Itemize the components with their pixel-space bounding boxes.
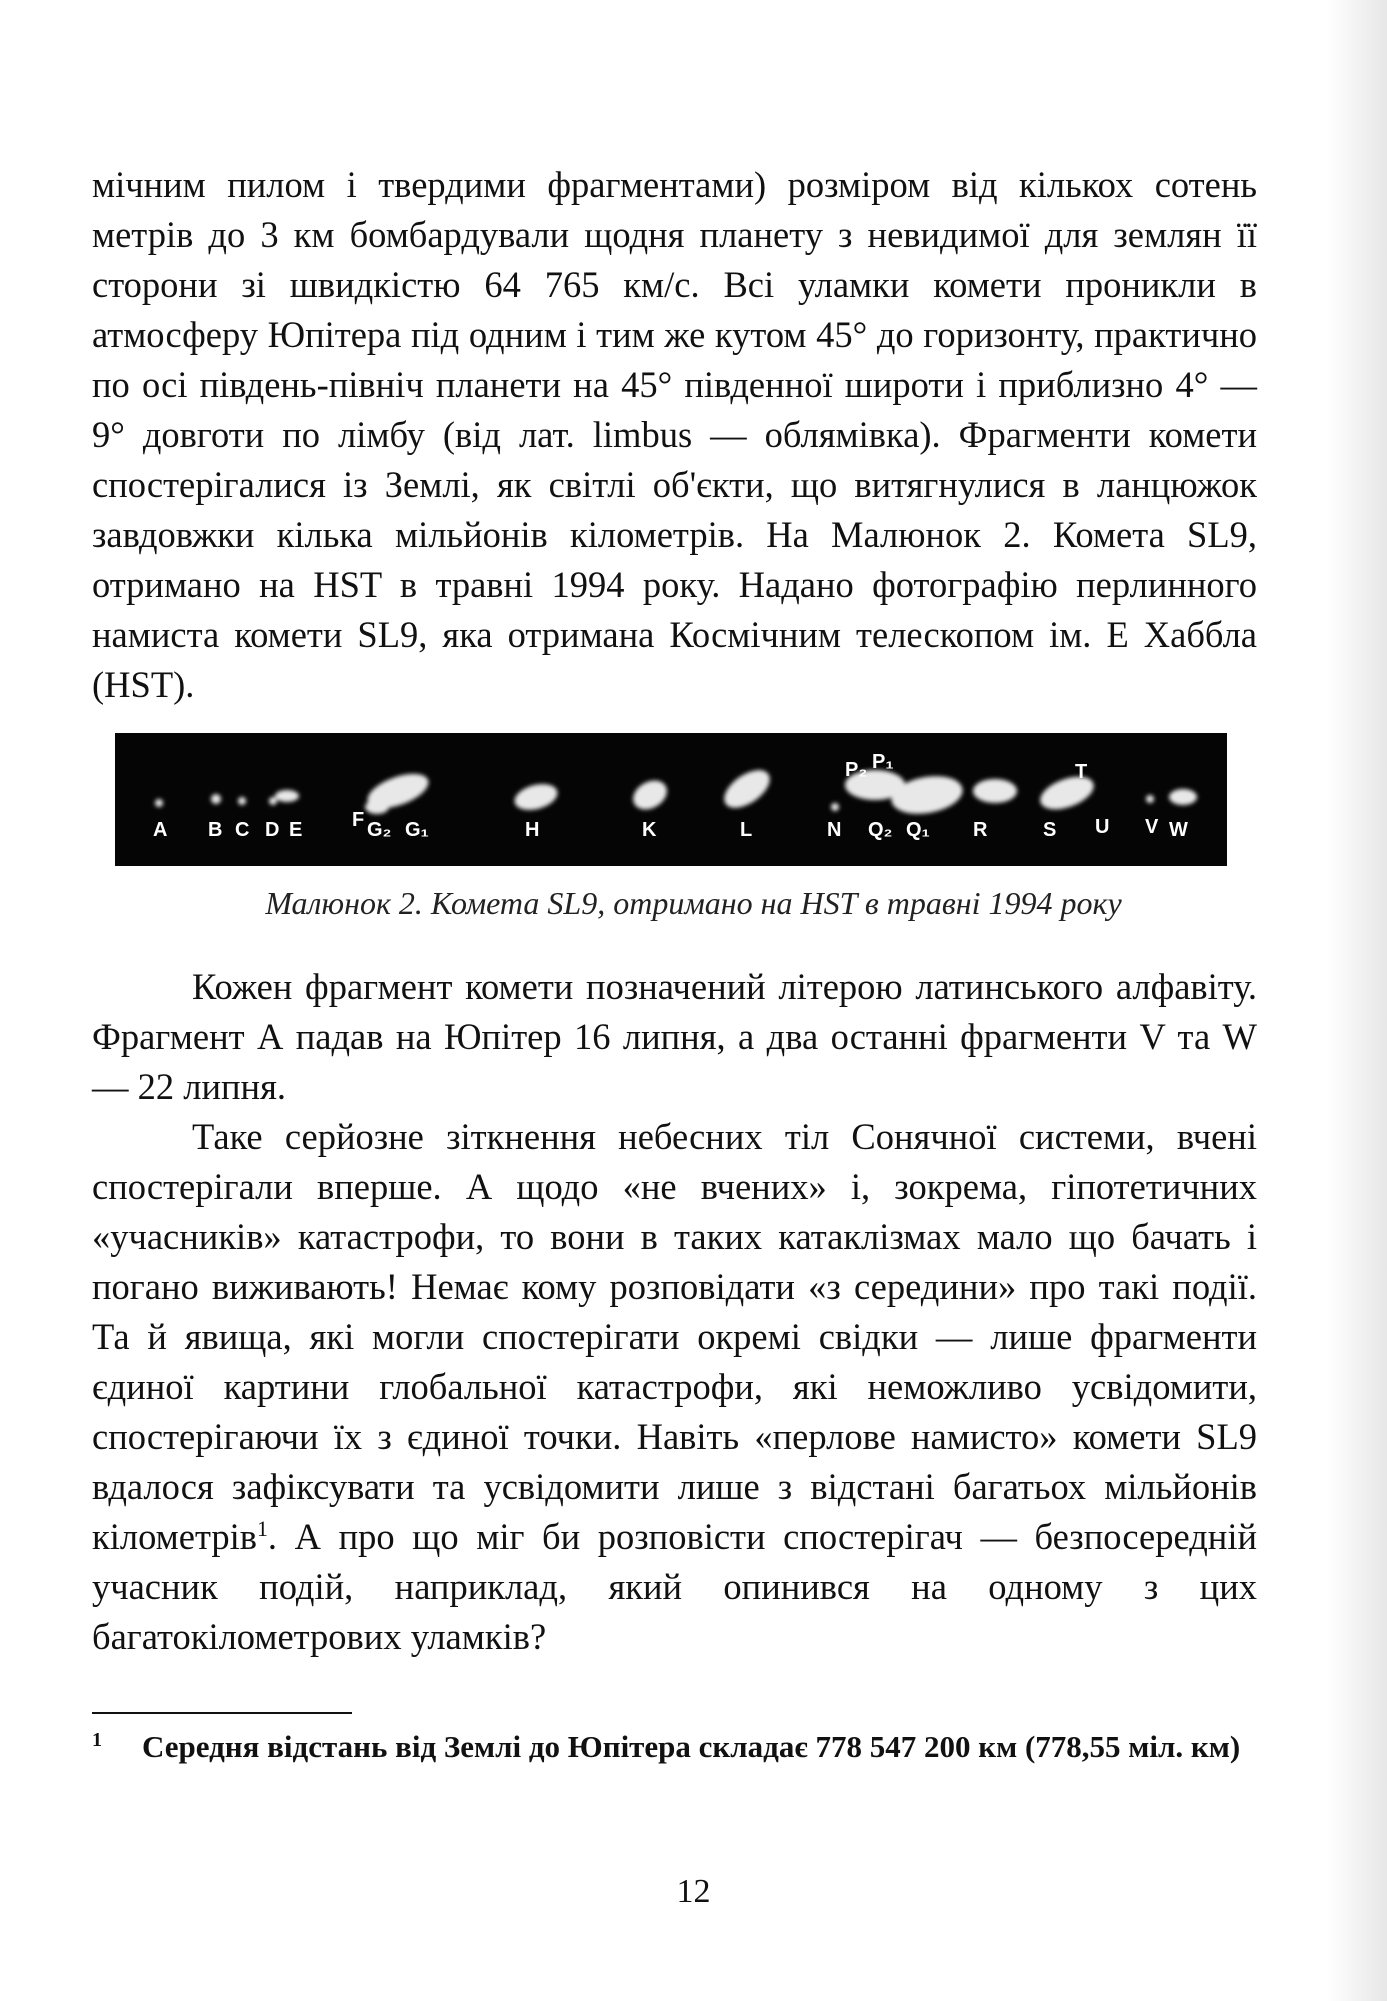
fragment-label-b: B (208, 819, 223, 841)
fragment-label-g1: G₁ (405, 819, 429, 841)
fragment-label-p1: P₁ (872, 751, 894, 773)
figure-caption: Малюнок 2. Комета SL9, отримано на HST в травні 1994 року (265, 885, 1122, 921)
fragment-label-g2: G₂ (367, 819, 392, 841)
footnote-mark: 1 (92, 1729, 102, 1751)
fragment-label-n: N (827, 819, 842, 841)
paragraph-collision-text-end: . А про що міг би розповісти спостерігач — безпосередній учасник подій, наприклад, який опинився на одному з цих багатокілометрових уламків? (92, 1516, 1257, 1657)
paragraph-collision-text: Таке серйозне зіткнення небесних тіл Сонячної системи, вчені спостерігали вперше. А щодо «не вчених» і, зокрема, гіпотетичних «учасників» катастрофи, то вони в таких катаклізмах мало що бачать і погано виживають! Немає кому розповідати «з середини» про такі події. Та й явища, які могли спостерігати окремі свідки — лише фрагменти єдиної картини глобальної катастрофи, які неможливо усвідомити, спостерігаючи їх з єдиної точки. Навіть «перлове намисто» комети SL9 вдалося зафіксувати та усвідомити лише з відстані багатьох мільйонів кілометрів (92, 1116, 1257, 1557)
paragraph-continuation: мічним пилом і твердими фрагментами) розміром від кількох сотень метрів до 3 км бомбардували щодня планету з невидимої для землян її сторони зі швидкістю 64 765 км/с. Всі уламки комети проникли в атмосферу Юпітера під одним і тим же кутом 45° до горизонту, практично по осі південь-північ планети на 45° південної широти і приблизно 4° — 9° довготи по лімбу (від лат. limbus — облямівка). Фрагменти комети спостерігалися із Землі, як світлі об'єкти, що витягнулися в ланцюжок завдовжки кілька мільйонів кілометрів. На Малюнок 2. Комета SL9, отримано на HST в травні 1994 року. Надано фотографію перлинного намиста комети SL9, яка отримана Космічним телескопом ім. Е Хаббла (HST). (92, 164, 1257, 705)
fragment-label-p2: P₂ (845, 759, 868, 781)
fragment-label-w: W (1169, 819, 1188, 841)
body-text-block (92, 962, 1257, 1662)
page-edge-shadow (1327, 0, 1387, 2001)
fragment-label-l: L (740, 819, 753, 841)
paragraph-collision (92, 1112, 1257, 1662)
fragment-label-u: U (1095, 816, 1110, 838)
page-number: 12 (676, 1873, 711, 1910)
comet-sl9-figure (115, 733, 1227, 866)
fragment-label-d: D (265, 819, 280, 841)
footnote (92, 1725, 1257, 1769)
footnote-reference[interactable]: 1 (256, 1515, 268, 1541)
fragment-label-v: V (1145, 816, 1159, 838)
fragment-label-r: R (973, 819, 988, 841)
comet-fragments-image (115, 733, 1227, 866)
fragment-label-h: H (525, 819, 540, 841)
fragment-label-k: K (642, 819, 657, 841)
fragment-label-c: C (235, 819, 250, 841)
footnote-text: Середня відстань від Землі до Юпітера складає 778 547 200 км (778,55 міл. км) (142, 1729, 1241, 1764)
fragment-label-a: A (153, 819, 168, 841)
fragment-labels (153, 751, 1188, 841)
top-text-block (92, 160, 1257, 710)
fragment-label-s: S (1043, 819, 1057, 841)
paragraph-fragment-letters: Кожен фрагмент комети позначений літерою латинського алфавіту. Фрагмент А падав на Юпітер 16 липня, а два останні фрагменти V та W — 22 липня. (92, 966, 1257, 1107)
footnote-divider (92, 1712, 352, 1714)
fragment-label-e: E (289, 819, 303, 841)
fragment-label-f: F (352, 809, 365, 831)
fragment-label-q2: Q₂ (868, 819, 893, 841)
fragment-label-q1: Q₁ (906, 819, 930, 841)
fragment-label-t: T (1075, 761, 1088, 783)
comet-fragment-blobs (155, 763, 1197, 819)
